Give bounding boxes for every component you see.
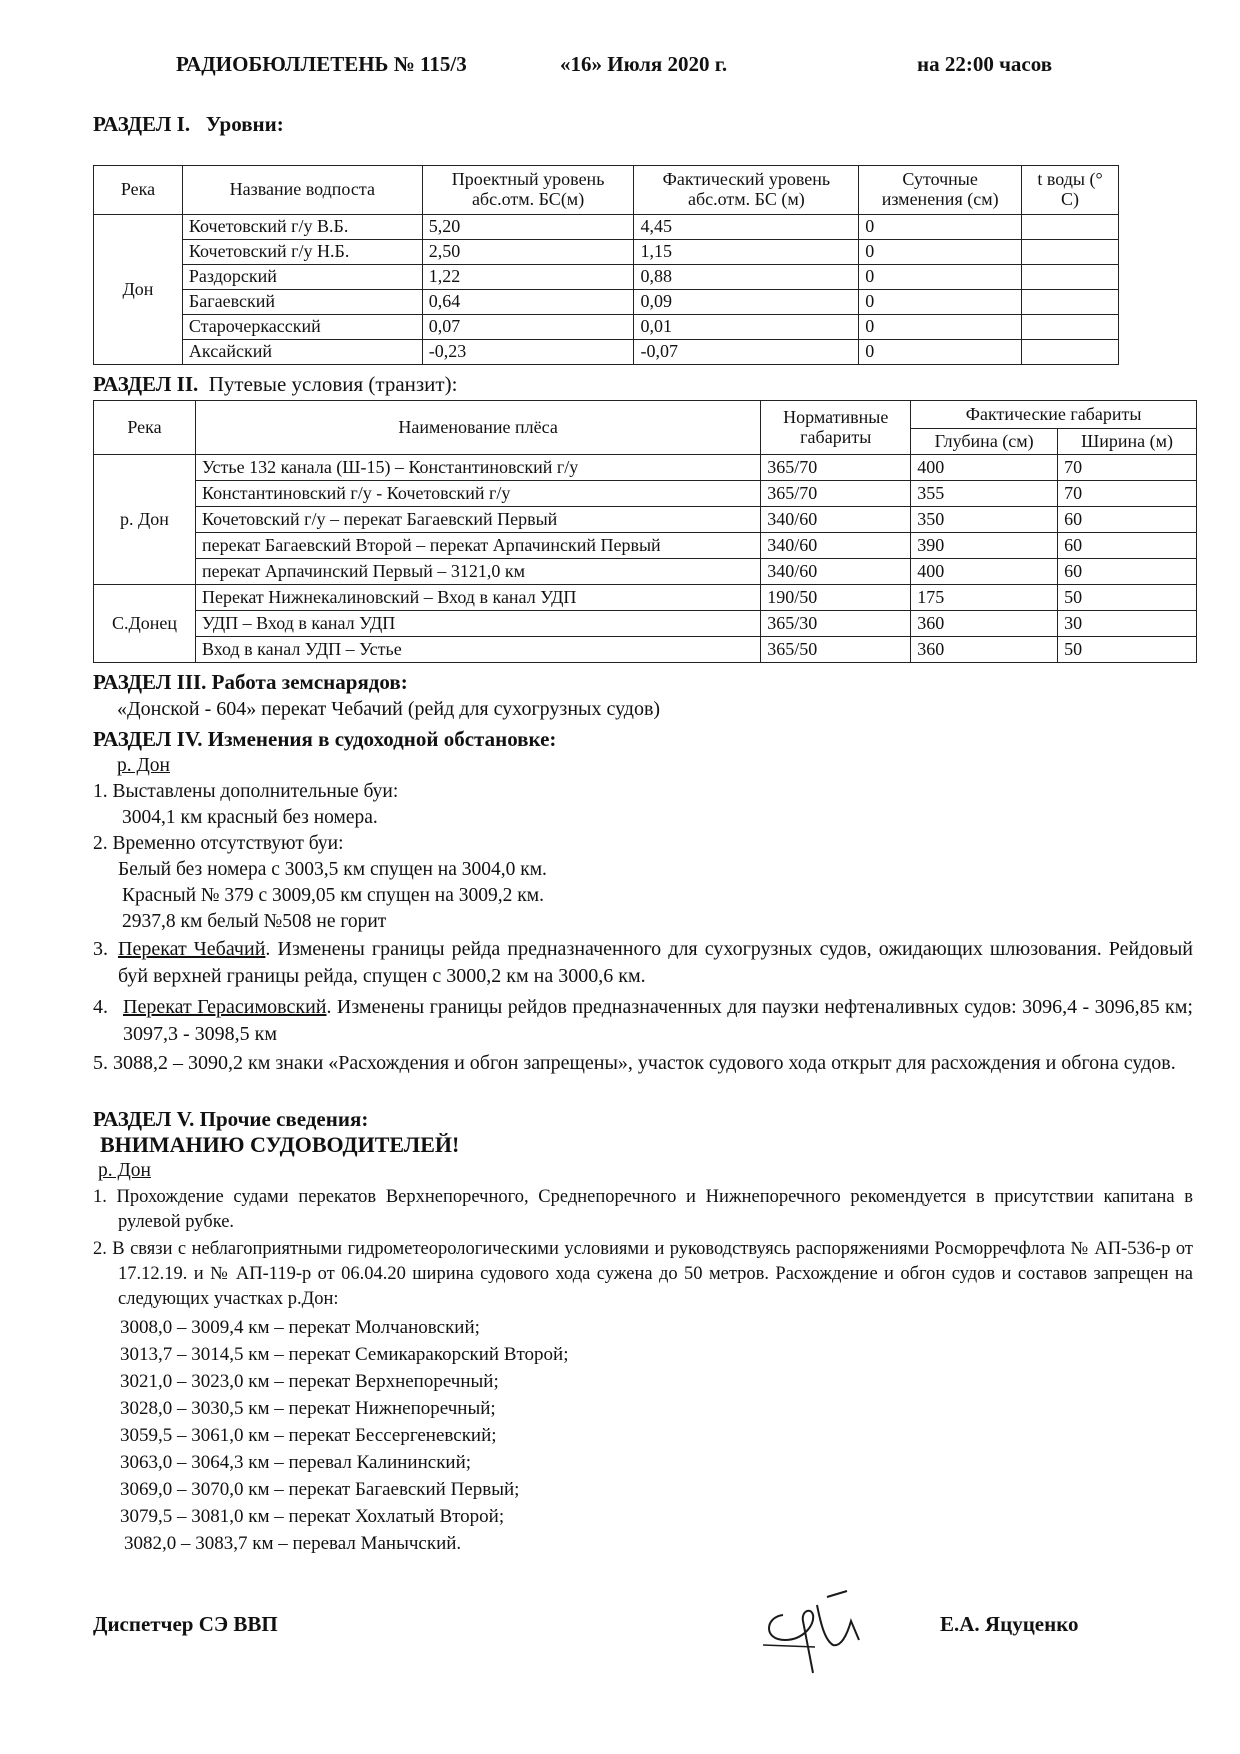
col-depth: Глубина (см) bbox=[911, 429, 1058, 455]
project-cell: 0,64 bbox=[422, 290, 634, 315]
dispatcher-name: Е.А. Яцуценко bbox=[940, 1612, 1079, 1636]
section4-river: р. Дон bbox=[117, 755, 170, 776]
section3-title: РАЗДЕЛ III. Работа земснарядов: bbox=[93, 670, 408, 694]
col-daily-change: Суточные изменения (см) bbox=[859, 166, 1022, 215]
col-actual-dims: Фактические габариты bbox=[911, 401, 1197, 429]
item3-link: Перекат Чебачий bbox=[118, 938, 266, 960]
change-cell: 0 bbox=[859, 290, 1022, 315]
bulletin-date: «16» Июля 2020 г. bbox=[560, 52, 728, 76]
river-cell: Дон bbox=[94, 215, 183, 365]
item4-link: Перекат Герасимовский bbox=[123, 996, 327, 1018]
depth-cell: 390 bbox=[911, 533, 1058, 559]
depth-cell: 360 bbox=[911, 611, 1058, 637]
depth-cell: 175 bbox=[911, 585, 1058, 611]
norm-cell: 340/60 bbox=[761, 533, 911, 559]
list-item: 3028,0 – 3030,5 км – перекат Нижнепоречный; bbox=[120, 1398, 496, 1419]
table-row bbox=[94, 215, 1119, 240]
reach-cell: Перекат Нижнекалиновский – Вход в канал УДП bbox=[195, 585, 760, 611]
project-cell: -0,23 bbox=[422, 340, 634, 365]
change-cell: 0 bbox=[859, 265, 1022, 290]
change-cell: 0 bbox=[859, 340, 1022, 365]
project-cell: 5,20 bbox=[422, 215, 634, 240]
table-row bbox=[94, 290, 1119, 315]
section4-item1-title: 1. Выставлены дополнительные буи: bbox=[93, 781, 399, 802]
section5-river: р. Дон bbox=[98, 1160, 151, 1181]
section4-item1-line: 3004,1 км красный без номера. bbox=[122, 807, 378, 828]
bulletin-number: РАДИОБЮЛЛЕТЕНЬ № 115/3 bbox=[176, 52, 467, 76]
reach-cell: Константиновский г/у - Кочетовский г/у bbox=[195, 481, 760, 507]
norm-cell: 365/50 bbox=[761, 637, 911, 663]
project-cell: 1,22 bbox=[422, 265, 634, 290]
river-cell: р. Дон bbox=[94, 455, 196, 585]
table-row bbox=[94, 559, 1197, 585]
temp-cell bbox=[1022, 315, 1119, 340]
item3-text: . Изменены границы рейда предназначенного для сухогрузных судов, ожидающих шлюзования. Рейдовый буй верхней границы рейда, спущен с 3000,2 км на 3000,6 км. bbox=[118, 938, 1193, 987]
section3-text: «Донской - 604» перекат Чебачий (рейд для сухогрузных судов) bbox=[117, 698, 661, 720]
section4-item2-line1: Белый без номера с 3003,5 км спущен на 3004,0 км. bbox=[118, 859, 547, 880]
col-width: Ширина (м) bbox=[1058, 429, 1197, 455]
table-row bbox=[94, 265, 1119, 290]
section4-item2-title: 2. Временно отсутствуют буи: bbox=[93, 833, 344, 854]
temp-cell bbox=[1022, 240, 1119, 265]
dispatcher-position: Диспетчер СЭ ВВП bbox=[93, 1612, 278, 1636]
section1-title: РАЗДЕЛ I. bbox=[93, 112, 191, 136]
list-item: 3059,5 – 3061,0 км – перекат Бессергеневский; bbox=[120, 1425, 497, 1446]
temp-cell bbox=[1022, 265, 1119, 290]
table-row bbox=[94, 240, 1119, 265]
section5-title: РАЗДЕЛ V. Прочие сведения: bbox=[93, 1107, 369, 1131]
col-normative: Нормативные габариты bbox=[761, 401, 911, 455]
reach-cell: Вход в канал УДП – Устье bbox=[195, 637, 760, 663]
col-river: Река bbox=[94, 401, 196, 455]
reach-cell: Кочетовский г/у – перекат Багаевский Первый bbox=[195, 507, 760, 533]
section1-subtitle: Уровни: bbox=[205, 112, 284, 136]
list-item: 3079,5 – 3081,0 км – перекат Хохлатый Второй; bbox=[120, 1506, 505, 1527]
reach-cell: перекат Арпачинский Первый – 3121,0 км bbox=[195, 559, 760, 585]
list-item: 3063,0 – 3064,3 км – перевал Калининский; bbox=[120, 1452, 472, 1473]
depth-cell: 400 bbox=[911, 455, 1058, 481]
list-item: 3082,0 – 3083,7 км – перевал Манычский. bbox=[124, 1533, 462, 1554]
item4-text: . Изменены границы рейдов предназначенных для паузки нефтеналивных судов: 3096,4 - 3096,85 км; 3097,3 - 3098,5 км bbox=[123, 996, 1193, 1045]
norm-cell: 340/60 bbox=[761, 559, 911, 585]
norm-cell: 365/30 bbox=[761, 611, 911, 637]
norm-cell: 365/70 bbox=[761, 481, 911, 507]
section4-title: РАЗДЕЛ IV. Изменения в судоходной обстановке: bbox=[93, 727, 557, 751]
signature-icon bbox=[755, 1585, 895, 1680]
river-cell: С.Донец bbox=[94, 585, 196, 663]
section4-item2-line3: 2937,8 км белый №508 не горит bbox=[122, 911, 387, 932]
section4-item4 bbox=[93, 994, 1193, 1048]
bulletin-time: на 22:00 часов bbox=[917, 52, 1053, 76]
table-row bbox=[94, 315, 1119, 340]
section4-item2-line2: Красный № 379 с 3009,05 км спущен на 3009,2 км. bbox=[122, 885, 544, 906]
reach-cell: перекат Багаевский Второй – перекат Арпачинский Первый bbox=[195, 533, 760, 559]
norm-cell: 190/50 bbox=[761, 585, 911, 611]
item3-number: 3. bbox=[93, 938, 108, 960]
section1-heading bbox=[93, 112, 284, 137]
actual-cell: 4,45 bbox=[634, 215, 859, 240]
temp-cell bbox=[1022, 290, 1119, 315]
col-river: Река bbox=[94, 166, 183, 215]
table-row bbox=[94, 585, 1197, 611]
table-row bbox=[94, 340, 1119, 365]
actual-cell: 0,01 bbox=[634, 315, 859, 340]
col-post-name: Название водпоста bbox=[182, 166, 422, 215]
table-row bbox=[94, 455, 1197, 481]
depth-cell: 360 bbox=[911, 637, 1058, 663]
width-cell: 60 bbox=[1058, 559, 1197, 585]
post-cell: Багаевский bbox=[182, 290, 422, 315]
item4-number: 4. bbox=[93, 996, 108, 1018]
section2-heading bbox=[93, 372, 457, 397]
depth-cell: 355 bbox=[911, 481, 1058, 507]
post-cell: Кочетовский г/у В.Б. bbox=[182, 215, 422, 240]
change-cell: 0 bbox=[859, 315, 1022, 340]
table-row bbox=[94, 637, 1197, 663]
col-actual-level: Фактический уровень абс.отм. БС (м) bbox=[634, 166, 859, 215]
col-water-temp: t воды (° C) bbox=[1022, 166, 1119, 215]
change-cell: 0 bbox=[859, 215, 1022, 240]
temp-cell bbox=[1022, 215, 1119, 240]
post-cell: Старочеркасский bbox=[182, 315, 422, 340]
actual-cell: 1,15 bbox=[634, 240, 859, 265]
project-cell: 2,50 bbox=[422, 240, 634, 265]
table-row bbox=[94, 533, 1197, 559]
section5-item1: 1. Прохождение судами перекатов Верхнепоречного, Среднепоречного и Нижнепоречного рекомендуется в присутствии капитана в рулевой рубке. bbox=[93, 1187, 1193, 1232]
width-cell: 60 bbox=[1058, 533, 1197, 559]
restricted-sections-list bbox=[120, 1314, 569, 1557]
post-cell: Аксайский bbox=[182, 340, 422, 365]
change-cell: 0 bbox=[859, 240, 1022, 265]
list-item: 3008,0 – 3009,4 км – перекат Молчановский; bbox=[120, 1317, 480, 1338]
norm-cell: 365/70 bbox=[761, 455, 911, 481]
project-cell: 0,07 bbox=[422, 315, 634, 340]
section2-title: РАЗДЕЛ II. bbox=[93, 372, 199, 396]
col-reach-name: Наименование плёса bbox=[195, 401, 760, 455]
levels-header-row bbox=[94, 166, 1119, 215]
list-item: 3021,0 – 3023,0 км – перекат Верхнепоречный; bbox=[120, 1371, 499, 1392]
section4-item5: 5. 3088,2 – 3090,2 км знаки «Расхождения и обгон запрещены», участок судового хода открыт для расхождения и обгона судов. bbox=[93, 1052, 1176, 1074]
route-conditions-table bbox=[93, 400, 1197, 663]
depth-cell: 400 bbox=[911, 559, 1058, 585]
depth-cell: 350 bbox=[911, 507, 1058, 533]
width-cell: 60 bbox=[1058, 507, 1197, 533]
list-item: 3069,0 – 3070,0 км – перекат Багаевский Первый; bbox=[120, 1479, 520, 1500]
width-cell: 70 bbox=[1058, 481, 1197, 507]
col-project-level: Проектный уровень абс.отм. БС(м) bbox=[422, 166, 634, 215]
section2-subtitle: Путевые условия (транзит): bbox=[208, 372, 458, 396]
actual-cell: 0,88 bbox=[634, 265, 859, 290]
width-cell: 50 bbox=[1058, 637, 1197, 663]
section5-attention: ВНИМАНИЮ СУДОВОДИТЕЛЕЙ! bbox=[100, 1132, 460, 1157]
table-row bbox=[94, 481, 1197, 507]
width-cell: 70 bbox=[1058, 455, 1197, 481]
table-row bbox=[94, 611, 1197, 637]
route-header-row bbox=[94, 401, 1197, 429]
temp-cell bbox=[1022, 340, 1119, 365]
table-row bbox=[94, 507, 1197, 533]
width-cell: 50 bbox=[1058, 585, 1197, 611]
reach-cell: Устье 132 канала (Ш-15) – Константиновский г/у bbox=[195, 455, 760, 481]
levels-table bbox=[93, 165, 1119, 365]
actual-cell: 0,09 bbox=[634, 290, 859, 315]
reach-cell: УДП – Вход в канал УДП bbox=[195, 611, 760, 637]
norm-cell: 340/60 bbox=[761, 507, 911, 533]
width-cell: 30 bbox=[1058, 611, 1197, 637]
list-item: 3013,7 – 3014,5 км – перекат Семикаракорский Второй; bbox=[120, 1344, 569, 1365]
section4-item3 bbox=[93, 936, 1193, 990]
post-cell: Раздорский bbox=[182, 265, 422, 290]
post-cell: Кочетовский г/у Н.Б. bbox=[182, 240, 422, 265]
actual-cell: -0,07 bbox=[634, 340, 859, 365]
section5-item2: 2. В связи с неблагоприятными гидрометеорологическими условиями и руководствуясь распоряжениями Росморречфлота № АП-536-р от 17.12.19. и № АП-119-р от 06.04.20 ширина судового хода сужена до 50 метров. Расхождение и обгон судов и составов запрещен на следующих участках р.Дон: bbox=[93, 1239, 1193, 1309]
